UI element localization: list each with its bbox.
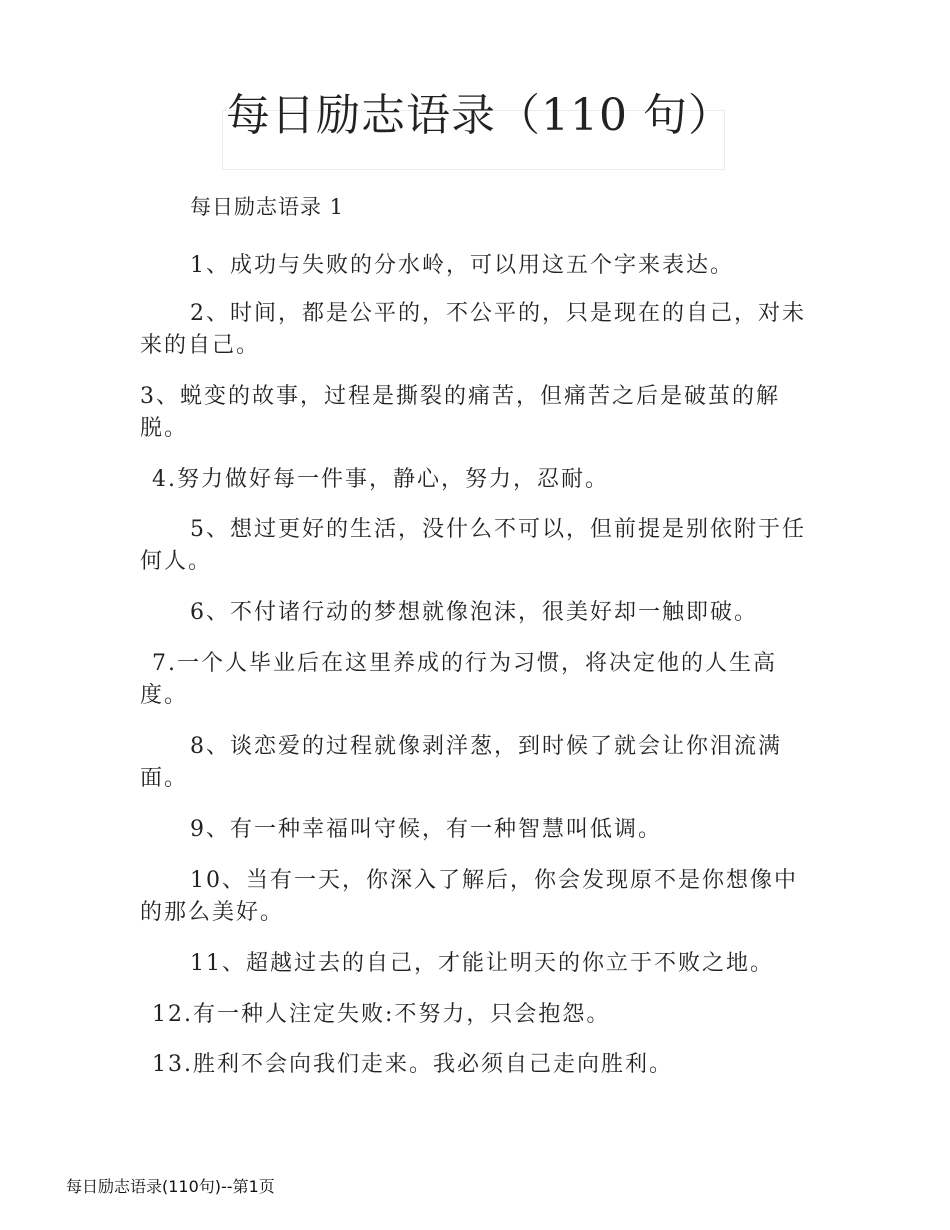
paragraph-1: 1、成功与失败的分水岭，可以用这五个字来表达。	[190, 253, 734, 278]
paragraph-10: 10、当有一天，你深入了解后，你会发现原不是你想像中的那么美好。	[140, 868, 798, 925]
paragraph-7: 7.一个人毕业后在这里养成的行为习惯，将决定他的人生高度。	[140, 651, 777, 708]
paragraph-3: 3、蜕变的故事，过程是撕裂的痛苦，但痛苦之后是破茧的解脱。	[140, 384, 780, 441]
paragraph-6: 6、不付诸行动的梦想就像泡沫，很美好却一触即破。	[190, 600, 758, 625]
page-footer: 每日励志语录(110句)--第1页	[66, 1177, 275, 1196]
paragraph-13: 13.胜利不会向我们走来。我必须自己走向胜利。	[152, 1052, 673, 1077]
paragraph-11: 11、超越过去的自己，才能让明天的你立于不败之地。	[190, 951, 774, 976]
paragraph-9: 9、有一种幸福叫守候，有一种智慧叫低调。	[190, 817, 662, 842]
paragraph-4: 4.努力做好每一件事，静心，努力，忍耐。	[152, 467, 609, 492]
section-heading: 每日励志语录 1	[190, 195, 345, 219]
paragraph-5: 5、想过更好的生活，没什么不可以，但前提是别依附于任何人。	[140, 517, 806, 574]
paragraph-8: 8、谈恋爱的过程就像剥洋葱，到时候了就会让你泪流满面。	[140, 734, 782, 791]
paragraph-2: 2、时间，都是公平的，不公平的，只是现在的自己，对未来的自己。	[140, 301, 806, 358]
paragraph-12: 12.有一种人注定失败:不努力，只会抱怨。	[152, 1002, 611, 1027]
document-title: 每日励志语录（110 句）	[226, 90, 733, 141]
